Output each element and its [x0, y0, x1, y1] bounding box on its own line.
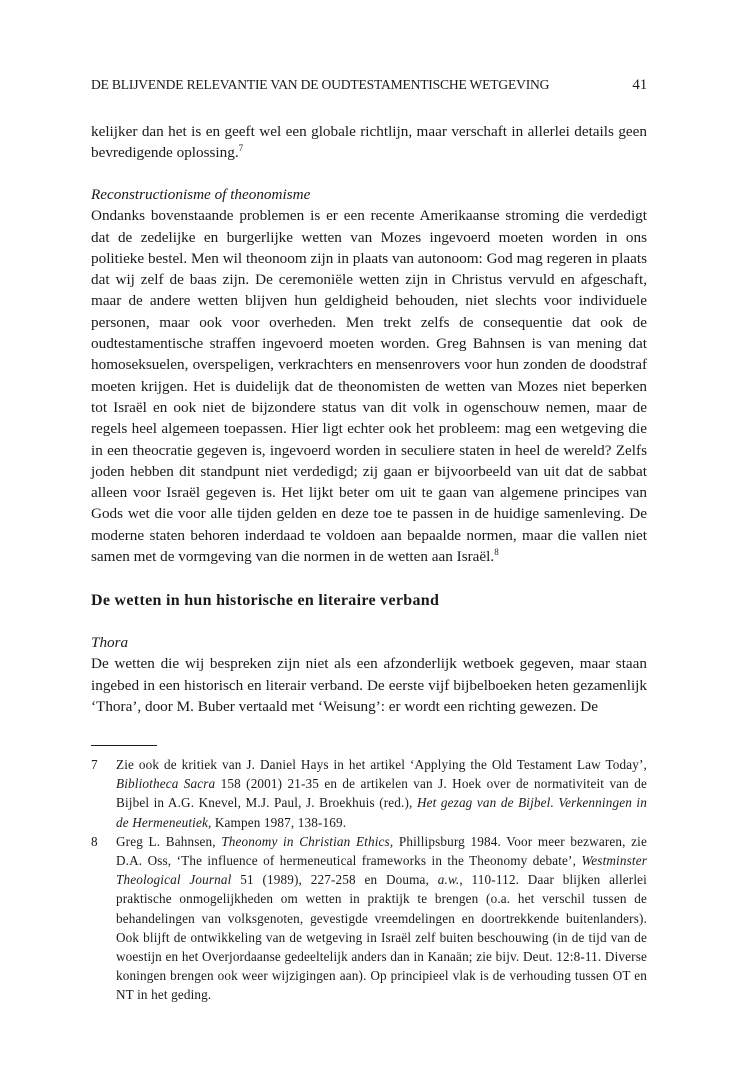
intro-text: kelijker dan het is en geeft wel een globale richtlijn, maar verschaft in allerlei details geen bevredigende oplossing. — [91, 123, 647, 162]
section1-paragraph: Ondanks bovenstaande problemen is er een recente Amerikaanse stroming die verdedigt dat de zedelijke en burgerlijke wetten van Mozes ingevoerd moeten worden in ons politieke bestel. Men wil theonoom zijn in plaats van autonoom: God mag regeren in plaats dat wij zelf de baas zijn. De ceremoniële wetten zijn in Christus vervuld en afgeschaft, maar de andere wetten blijven hun geldigheid behouden, niet slechts voor individuele personen, maar ook voor overheden. Men trekt zelfs de consequentie dat ook de oudtestamentische straffen ingevoerd moeten worden. Greg Bahnsen is van mening dat homoseksuelen, overspeligen, verkrachters en mensenrovers voor hun zonden de doodstraf moeten krijgen. Het is duidelijk dat de theonomisten de wetten van Mozes niet beperken tot Israël en ook niet de bijzondere status van dit volk in ogenschouw nemen, maar de regels heel algemeen toepassen. Hier ligt echter ook het probleem: mag een wetgeving die in een theocratie gegeven is, ingevoerd worden in seculiere staten in heel de wereld? Zelfs joden hebben dit standpunt niet verdedigd; zij gaan er bijvoorbeeld van uit dat de sabbat alleen voor Israël gegeven is. Het lijkt beter om uit te gaan van algemene principes van Gods wet die voor alle tijden gelden en deze toe te passen in de huidige samenleving. De moderne staten behoren inderdaad te voldoen aan bepaalde normen, maar die vallen niet samen met de vormgeving van die normen in de wetten aan Israël. — [91, 207, 647, 566]
footnote-number: 7 — [91, 757, 98, 772]
footnote-separator — [91, 745, 157, 746]
section2-paragraph: De wetten die wij bespreken zijn niet als een afzonderlijk wetboek gegeven, maar staan ingebed in een historisch en literair verband. De eerste vijf bijbelboeken heten gezamenlijk ‘Thora’, door M. Buber vertaald met ‘Weisung’: er wordt een richting gewezen. De — [91, 655, 647, 715]
section-heading: De wetten in hun historische en literaire verband — [91, 592, 440, 609]
page-number: 41 — [632, 77, 647, 93]
running-header — [91, 77, 647, 94]
footnote-text: Greg L. Bahnsen, Theonomy in Christian Ethics, Phillipsburg 1984. Voor meer bezwaren, zie D.A. Oss, ‘The influence of hermeneutical frameworks in the Theonomy debate’, Westminster Theological Journal 51 (1989), 227-258 en Douma, a.w., 110-112. Daar blijken allerlei praktische onmogelijkheden om wetten in praktijk te brengen (o.a. het verschil tussen de behandelingen van volksgenoten, gevestigde vreemdelingen en doortrekkende buitenlanders). Ook blijft de ontwikkeling van de wetgeving in Israël zelf buiten beschouwing (in de tijd van de woestijn en het Overjordaanse gedeeltelijk anders dan in Kanaän; zie bijv. Deut. 12:8-11. Diverse koningen brengen ook weer wijzigingen aan). Op principieel vlak is de verhouding tussen OT en NT in het geding. — [116, 833, 647, 1003]
footnotes — [91, 755, 647, 1005]
subheading-thora: Thora — [91, 634, 129, 651]
footnote — [91, 832, 647, 1005]
footnote-ref-7: 7 — [238, 143, 244, 154]
footnote-text: Zie ook de kritiek van J. Daniel Hays in het artikel ‘Applying the Old Testament Law Today’, Bibliotheca Sacra 158 (2001) 21-35 en de artikelen van J. Hoek over de normativiteit van de Bijbel in A.G. Knevel, M.J. Paul, J. Broekhuis (red.), Het gezag van de Bijbel. Verkenningen in de Hermeneutiek, Kampen 1987, 138-169. — [116, 757, 647, 830]
footnote — [91, 755, 647, 832]
section-reconstructionisme — [91, 184, 647, 567]
running-title: DE BLIJVENDE RELEVANTIE VAN DE OUDTESTAMENTISCHE WETGEVING — [91, 77, 550, 92]
footnote-number: 8 — [91, 833, 98, 849]
subheading-reconstructionisme: Reconstructionisme of theonomisme — [91, 186, 311, 203]
section-thora — [91, 632, 647, 717]
footnote-ref-8: 8 — [494, 546, 499, 557]
intro-paragraph — [91, 121, 647, 164]
